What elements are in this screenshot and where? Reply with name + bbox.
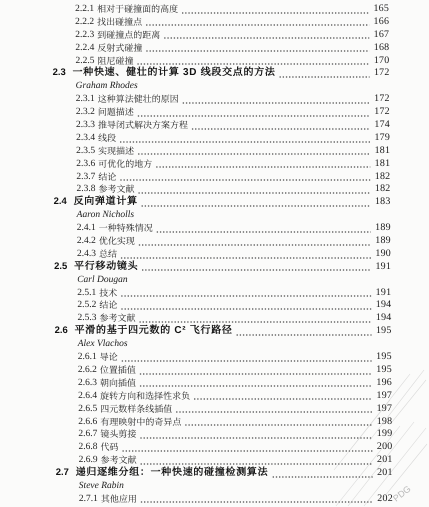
entry-page-number: 195 [376, 351, 392, 363]
entry-number: 2.2.4 [75, 42, 95, 53]
entry-page-number: 197 [376, 389, 393, 401]
entry-number: 2.7.1 [78, 493, 98, 504]
section-author [2, 274, 422, 287]
dot-leader [119, 171, 370, 184]
author-name: Steve Rabin [78, 480, 124, 491]
entry-number: 2.6.9 [78, 455, 98, 466]
entry-number: 2.6.4 [78, 390, 98, 401]
section-heading [2, 261, 422, 274]
dot-leader [155, 158, 370, 171]
toc-entry [1, 158, 421, 171]
entry-number: 2.6.2 [77, 364, 97, 375]
toc-entry [0, 3, 420, 16]
toc-entry [0, 29, 420, 42]
dot-leader [136, 55, 369, 68]
watermark-stroke [336, 426, 400, 506]
entry-title: 朝向插值 [99, 377, 137, 388]
section-heading [2, 196, 422, 209]
entry-title: 到碰撞点的距离 [97, 29, 161, 40]
entry-number: 2.4.1 [76, 223, 96, 234]
toc-entry [2, 299, 422, 312]
watermark [330, 330, 429, 507]
entry-title: 阻尼碰撞 [97, 55, 134, 66]
dot-leader [145, 16, 369, 29]
section-page-number: 201 [377, 467, 393, 479]
entry-page-number: 194 [375, 299, 392, 311]
dot-leader [163, 29, 369, 42]
entry-number: 2.2.2 [75, 16, 95, 27]
section-number: 2.6 [54, 325, 68, 337]
section-title: 平滑的基于四元数的 C² 飞行路径 [74, 325, 233, 337]
entry-title: 推导闭式解决方案方程 [97, 120, 189, 131]
section-title: 反向弹道计算 [73, 196, 138, 208]
toc-entry [0, 16, 420, 29]
entry-title: 一种特殊情况 [98, 223, 153, 234]
watermark-stroke [392, 380, 426, 422]
author-name: Alex Vlachos [77, 339, 128, 350]
entry-number: 2.3.5 [76, 145, 96, 156]
section-number: 2.3 [52, 67, 66, 79]
dot-leader [145, 42, 369, 55]
entry-title: 实现描述 [98, 145, 135, 156]
entry-page-number: 196 [376, 376, 393, 388]
dot-leader [137, 183, 370, 196]
entry-number: 2.5.1 [77, 287, 97, 298]
entry-page-number: 168 [373, 41, 390, 53]
entry-title: 有理映射中的奇异点 [100, 416, 182, 427]
toc-entry [1, 171, 421, 184]
entry-title: 结论 [99, 300, 118, 311]
entry-page-number: 181 [374, 157, 391, 169]
entry-page-number: 200 [376, 441, 393, 453]
entry-number: 2.3.6 [76, 158, 96, 169]
author-name: Aaron Nicholls [76, 210, 135, 221]
dot-leader [191, 119, 370, 132]
entry-title: 相对于碰撞面的高度 [97, 4, 179, 14]
entry-title: 四元数样条线插值 [100, 403, 173, 414]
dot-leader [141, 196, 371, 209]
dot-leader [120, 287, 371, 300]
entry-number: 2.3.2 [75, 107, 95, 118]
entry-page-number: 198 [376, 415, 393, 427]
entry-title: 代码 [100, 442, 119, 453]
entry-page-number: 182 [374, 183, 391, 195]
entry-number: 2.2.5 [75, 55, 95, 66]
section-number: 2.5 [54, 260, 68, 272]
dot-leader [279, 67, 370, 80]
section-heading [1, 67, 421, 80]
toc-entry [2, 248, 422, 261]
dot-leader [156, 222, 371, 235]
entry-page-number: 191 [375, 286, 392, 298]
entry-title: 参考文献 [99, 313, 136, 324]
toc-entry [2, 312, 422, 325]
entry-title: 旋转方向和选择性求负 [100, 390, 191, 401]
dot-leader [119, 132, 370, 145]
dot-leader [141, 261, 371, 274]
entry-page-number: 172 [374, 93, 390, 105]
entry-number: 2.3.7 [76, 171, 96, 182]
entry-title: 这种算法健壮的原因 [97, 94, 179, 105]
toc-entry [1, 145, 421, 158]
entry-number: 2.5.2 [77, 300, 97, 311]
entry-number: 2.6.3 [77, 377, 98, 388]
entry-title: 参考文献 [100, 455, 137, 466]
toc-entry [2, 222, 422, 235]
author-name: Carl Dougan [77, 274, 128, 285]
entry-page-number: 189 [375, 235, 391, 247]
entry-title: 位置插值 [99, 364, 136, 375]
dot-leader [182, 93, 370, 106]
toc-entry [2, 235, 422, 248]
section-number: 2.4 [53, 196, 67, 208]
entry-page-number: 202 [377, 492, 393, 504]
entry-number: 2.3.8 [76, 184, 96, 195]
entry-page-number: 170 [373, 54, 390, 66]
entry-number: 2.4.2 [76, 236, 96, 247]
entry-page-number: 174 [374, 119, 390, 131]
entry-page-number: 165 [373, 3, 390, 14]
dot-leader [120, 248, 371, 261]
toc-entry [1, 183, 421, 196]
entry-title: 线段 [98, 132, 117, 143]
section-author [1, 80, 421, 93]
entry-number: 2.6.7 [78, 429, 98, 440]
toc-entry [0, 42, 420, 55]
dot-leader [137, 145, 370, 158]
entry-title: 其他应用 [100, 493, 137, 504]
toc-entry [1, 119, 421, 132]
entry-number: 2.6.5 [78, 403, 98, 414]
entry-number: 2.4.3 [76, 248, 97, 259]
dot-leader [120, 299, 371, 312]
entry-title: 优化实现 [98, 236, 135, 247]
entry-number: 2.2.1 [75, 4, 95, 14]
entry-page-number: 199 [376, 428, 393, 440]
entry-page-number: 167 [373, 28, 390, 40]
section-title: 平行移动镜头 [74, 260, 139, 272]
entry-page-number: 189 [375, 222, 391, 234]
section-title: 递归逐维分组：一种快速的碰撞检测算法 [75, 467, 269, 479]
entry-title: 问题描述 [97, 107, 134, 118]
dot-leader [181, 3, 369, 16]
dot-leader [138, 235, 371, 248]
section-page-number: 195 [375, 325, 392, 337]
toc-entry [1, 132, 421, 145]
entry-title: 结论 [98, 171, 117, 182]
entry-title: 找出碰撞点 [97, 16, 143, 27]
entry-page-number: 197 [376, 402, 393, 414]
author-name: Graham Rhodes [75, 81, 138, 92]
entry-page-number: 201 [376, 454, 393, 466]
entry-number: 2.5.3 [77, 313, 97, 324]
entry-number: 2.6.1 [77, 352, 97, 363]
entry-number: 2.3.4 [76, 132, 96, 143]
entry-title: 参考文献 [98, 184, 135, 195]
entry-title: 技术 [99, 287, 118, 298]
entry-page-number: 166 [373, 15, 390, 27]
section-page-number: 183 [374, 196, 391, 208]
section-page-number: 172 [373, 67, 390, 79]
section-author [2, 209, 422, 222]
entry-page-number: 190 [375, 247, 392, 259]
entry-number: 2.6.6 [78, 416, 98, 427]
entry-number: 2.3.1 [75, 94, 95, 105]
section-number: 2.7 [55, 467, 69, 479]
entry-page-number: 181 [374, 144, 391, 156]
entry-title: 总结 [98, 248, 118, 259]
entry-page-number: 182 [374, 170, 391, 182]
entry-title: 可优化的地方 [98, 158, 153, 169]
entry-number: 2.6.8 [78, 442, 98, 453]
watermark-text: PDG [391, 483, 413, 504]
entry-page-number: 195 [376, 363, 392, 375]
entry-title: 反射式碰撞 [97, 42, 143, 53]
entry-title: 导论 [99, 352, 118, 363]
entry-title: 镜头剪接 [100, 429, 137, 440]
toc-entry [2, 287, 422, 300]
entry-page-number: 172 [374, 106, 390, 118]
section-title: 一种快速、健壮的计算 3D 线段交点的方法 [72, 67, 276, 79]
toc-entry [1, 93, 421, 106]
toc-entry [0, 55, 420, 68]
dot-leader [137, 106, 370, 119]
section-page-number: 191 [375, 260, 392, 272]
entry-number: 2.2.3 [75, 29, 95, 40]
entry-page-number: 179 [374, 131, 391, 143]
entry-number: 2.3.3 [75, 120, 95, 131]
toc-entry [1, 106, 421, 119]
dot-leader [138, 312, 371, 325]
entry-page-number: 194 [375, 312, 392, 324]
